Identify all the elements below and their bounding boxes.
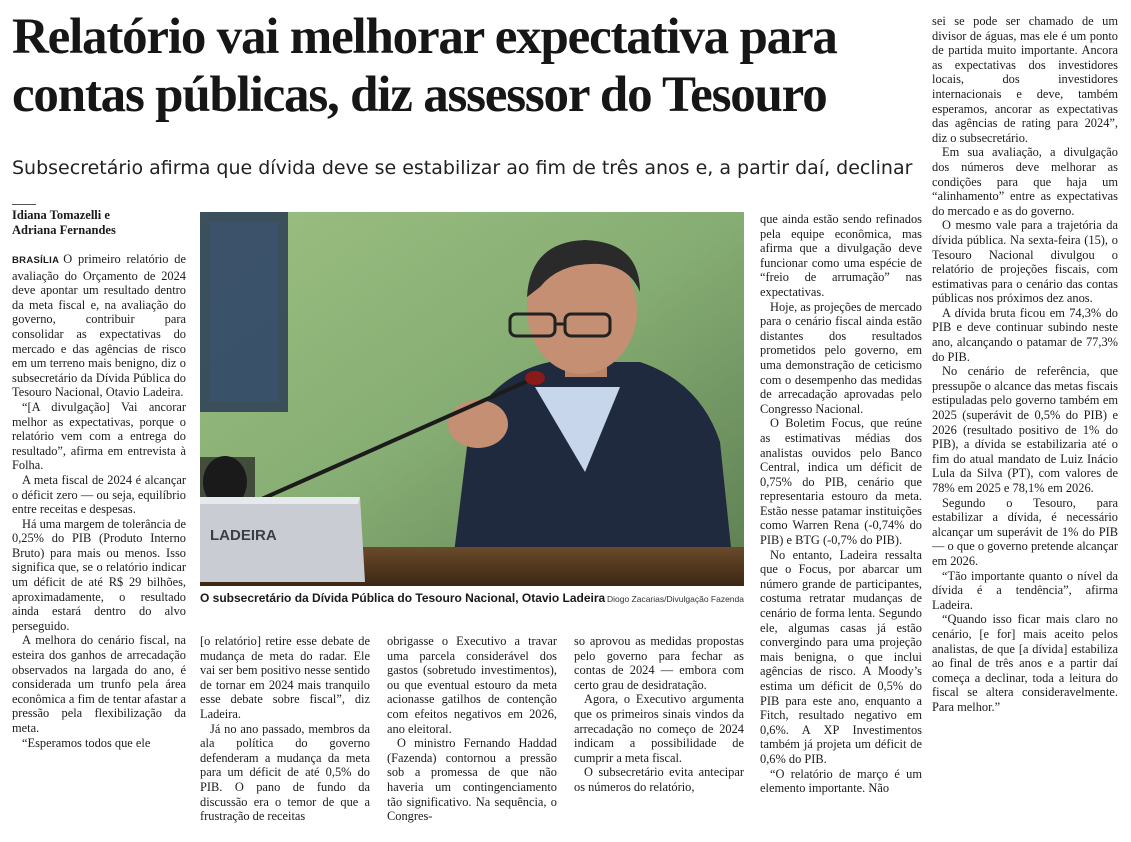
paragraph	[12, 252, 186, 400]
photo-nameplate: LADEIRA	[210, 527, 277, 544]
paragraph: [o relatório] retire esse debate de mudança de meta do radar. Ele vai ser bem positivo nesse sentido de tornar em 2024 mais tranquilo esse debate sobre fiscal”, diz Ladeira.	[200, 634, 370, 721]
paragraph: A melhora do cenário fiscal, na esteira dos ganhos de arrecadação observados na largada do ano, é considerada um trunfo pela área econômica a fim de tentar afastar a pressão pela flexibilização da meta.	[12, 633, 186, 735]
article-column-6	[932, 14, 1118, 832]
paragraph: que ainda estão sendo refinados pela equipe econômica, mas afirma que a divulgação deve funcionar como uma espécie de “freio de arrumação” nas expectativas.	[760, 212, 922, 299]
paragraph: “Esperamos todos que ele	[22, 735, 151, 750]
article-column-2	[200, 634, 370, 832]
dateline: BRASÍLIA	[12, 255, 60, 266]
paragraph: O Boletim Focus, que reúne as estimativas médias dos analistas ouvidos pelo Banco Central, indica um déficit de 0,75% do PIB, cenário que representaria estouro da meta. Estão nesse patamar instituições como Warren Rena (-0,74% do PIB) e BTG (-0,7% do PIB).	[760, 416, 922, 548]
photo-caption-row	[200, 591, 744, 609]
paragraph: O subsecretário evita antecipar os números do relatório,	[574, 765, 744, 794]
paragraph: A dívida bruta ficou em 74,3% do PIB e deve continuar subindo neste ano, alcançando o patamar de 77,3% do PIB.	[932, 305, 1118, 364]
article-column-3	[387, 634, 557, 832]
paragraph: Já no ano passado, membros da ala política do governo defenderam a mudança da meta para um déficit de até 0,5% do PIB. O pano de fundo da discussão era o temor de que a frustração de receitas	[200, 721, 370, 824]
paragraph: Em sua avaliação, a divulgação dos números deve melhorar as condições para que haja um “alinhamento” entre as expectativas do mercado e as do governo.	[932, 145, 1118, 218]
paragraph: “O relatório de março é um elemento importante. Não	[760, 766, 922, 796]
paragraph-text: O primeiro relatório de avaliação do Orçamento de 2024 deve apontar um resultado dentro da meta fiscal e, na avaliação do governo, contribuir para consolidar as expectativas do mercado e das agências de risco em um terreno mais benigno, diz o subsecretário da Dívida Pública do Tesouro Nacional, Otavio Ladeira.	[12, 252, 186, 400]
paragraph: “Tão importante quanto o nível da dívida é a tendência”, afirma Ladeira.	[932, 568, 1118, 612]
byline	[12, 208, 192, 238]
headline: Relatório vai melhorar expectativa para contas públicas, diz assessor do Tesouro	[12, 9, 837, 123]
article-photo	[200, 212, 744, 586]
paragraph: so aprovou as medidas propostas pelo governo para fechar as contas de 2024 — embora com certo grau de desidratação.	[574, 634, 744, 692]
subheadline: Subsecretário afirma que dívida deve se estabilizar ao fim de três anos e, a partir daí, declinar	[12, 157, 913, 179]
byline-author-2: Adriana Fernandes	[12, 223, 116, 237]
article-column-4	[574, 634, 744, 832]
photo-caption: O subsecretário da Dívida Pública do Tesouro Nacional, Otavio Ladeira	[200, 591, 606, 605]
paragraph: O mesmo vale para a trajetória da dívida pública. Na sexta-feira (15), o Tesouro Nacional divulgou o relatório de projeções fiscais, com estimativas para o cenário das contas públicas nos próximos dez anos.	[932, 218, 1118, 306]
paragraph: Há uma margem de tolerância de 0,25% do PIB (Produto Interno Bruto) para mais ou menos. Isso significa que, se o relatório indicar um déficit de até R$ 29 bilhões, aproximadamente, o resultado ainda estará dentro do alvo perseguido.	[12, 516, 186, 633]
paragraph: A meta fiscal de 2024 é alcançar o déficit zero — ou seja, equilíbrio entre receitas e despesas.	[12, 472, 186, 517]
photo-illustration	[200, 212, 744, 586]
byline-author-1: Idiana Tomazelli e	[12, 208, 110, 222]
paragraph: sei se pode ser chamado de um divisor de águas, mas ele é um ponto de partida muito importante. Ancora as expectativas dos investidores locais, dos investidores internacionais e deve, também esperamos, ancorar as expectativas das agências de rating para 2024”, diz o subsecretário.	[932, 14, 1118, 145]
paragraph: Agora, o Executivo argumenta que os primeiros sinais vindos da arrecadação no começo de 2024 indicam a possibilidade de cumprir a meta fiscal.	[574, 692, 744, 765]
article-column-1	[12, 252, 186, 832]
paragraph: “[A divulgação] Vai ancorar melhor as expectativas, porque o relatório vem com a entrega do resultado”, afirma em entrevista à Folha.	[12, 399, 186, 473]
article-column-5	[760, 212, 922, 832]
paragraph: Segundo o Tesouro, para estabilizar a dívida, é necessário alcançar um superávit de 1% do PIB — o que o governo pretende alcançar em 2026.	[932, 495, 1118, 568]
paragraph: No entanto, Ladeira ressalta que o Focus, por abarcar um número grande de participantes, costuma retratar mudanças de cenário de forma lenta. Segundo ele, algumas casas já estão convergindo para uma projeção mais benigna, o que inclui agências de risco. A Moody’s estima um déficit de 0,5% do PIB para este ano, enquanto a Fitch, resultado negativo em 0,6%. A XP Investimentos também já projeta um déficit de 0,6% do PIB.	[760, 547, 922, 766]
photo-credit: Diogo Zacarias/Divulgação Fazenda	[606, 594, 744, 604]
byline-rule	[12, 204, 36, 205]
paragraph: “Quando isso ficar mais claro no cenário, [e for] mais aceito pelos analistas, de que [a dívida] estabiliza ao final de três anos e a partir daí começa a declinar, toda a leitura do fiscal se altera consideravelmente. Para melhor.”	[932, 612, 1118, 714]
paragraph: O ministro Fernando Haddad (Fazenda) contornou a pressão sob a promessa de que não haveria um contingenciamento tão significativo. Na sequência, o Congres-	[387, 736, 557, 824]
paragraph: No cenário de referência, que pressupõe o alcance das metas fiscais estipuladas pelo governo também em 2025 (superávit de 0,5% do PIB) e 2026 (resultado positivo de 1% do PIB), a dívida se estabilizaria até o fim do atual mandato de Luiz Inácio Lula da Silva (PT), com valores de 78% em 2025 e 78,1% em 2026.	[932, 364, 1118, 495]
paragraph: Hoje, as projeções de mercado para o cenário fiscal ainda estão distantes dos resultados prometidos pelo governo, em uma demonstração de ceticismo com o desempenho das medidas de arrecadação aprovadas pelo Congresso Nacional.	[760, 299, 922, 416]
paragraph: obrigasse o Executivo a travar uma parcela considerável dos gastos (sobretudo investimentos), ou que eventual estouro da meta acionasse gatilhos de contenção com efeitos negativos em 2026, ano eleitoral.	[387, 634, 557, 736]
